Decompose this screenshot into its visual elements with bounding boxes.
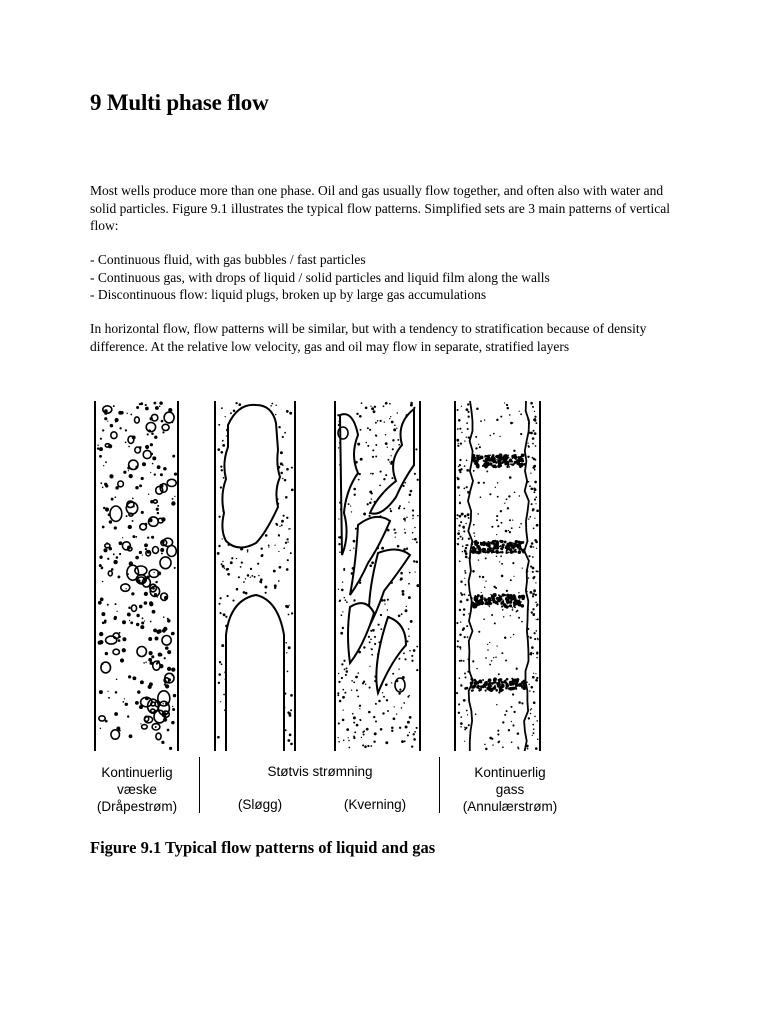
churn-gas-pocket [348, 603, 374, 663]
figure-caption: Figure 9.1 Typical flow patterns of liquid and gas [90, 838, 436, 857]
label-line: væske [117, 782, 157, 797]
flow-patterns-list [90, 251, 690, 304]
label-divider [199, 757, 200, 813]
churn-gas-pocket [340, 414, 358, 555]
list-item: - Discontinuous flow: liquid plugs, broken up by large gas accumulations [90, 287, 487, 302]
page-title: 9 Multi phase flow [90, 90, 269, 115]
label-slug-flow-title: Støtvis strømning [267, 764, 373, 779]
gas-slug-lower [226, 595, 284, 751]
tube-annular-flow [455, 401, 540, 751]
label-line: Kontinuerlig [101, 765, 173, 780]
intro-paragraph: Most wells produce more than one phase. Oil and gas usually flow together, and often also with water and solid particles. Figure 9.1 illustrates the typical flow patterns. Simplified sets are 3 main patterns of vertical flow: [90, 183, 670, 233]
label-line: Kontinuerlig [474, 765, 546, 780]
tube-slug-flow [215, 401, 295, 751]
label-churn: (Kverning) [343, 797, 407, 812]
label-slug: (Sløgg) [237, 797, 283, 812]
horizontal-flow-paragraph: In horizontal flow, flow patterns will be similar, but with a tendency to stratification because of density difference. At the relative low velocity, gas and oil may flow in separate, stratified layers [90, 321, 647, 354]
label-continuous-gas [450, 764, 570, 815]
list-item: - Continuous gas, with drops of liquid / solid particles and liquid film along the walls [90, 269, 550, 285]
label-line: (Annulærstrøm) [462, 799, 558, 814]
churn-gas-pocket [369, 549, 410, 625]
gas-slug-upper [222, 405, 280, 548]
tube-churn-flow [335, 401, 420, 751]
flow-patterns-figure [88, 395, 558, 757]
churn-gas-pocket [376, 617, 406, 693]
tube-continuous-liquid [95, 401, 178, 751]
label-continuous-liquid [82, 764, 192, 815]
label-line: gass [495, 782, 525, 797]
label-line: (Dråpestrøm) [96, 799, 178, 814]
label-divider [439, 757, 440, 813]
list-item: - Continuous fluid, with gas bubbles / fast particles [90, 252, 366, 267]
